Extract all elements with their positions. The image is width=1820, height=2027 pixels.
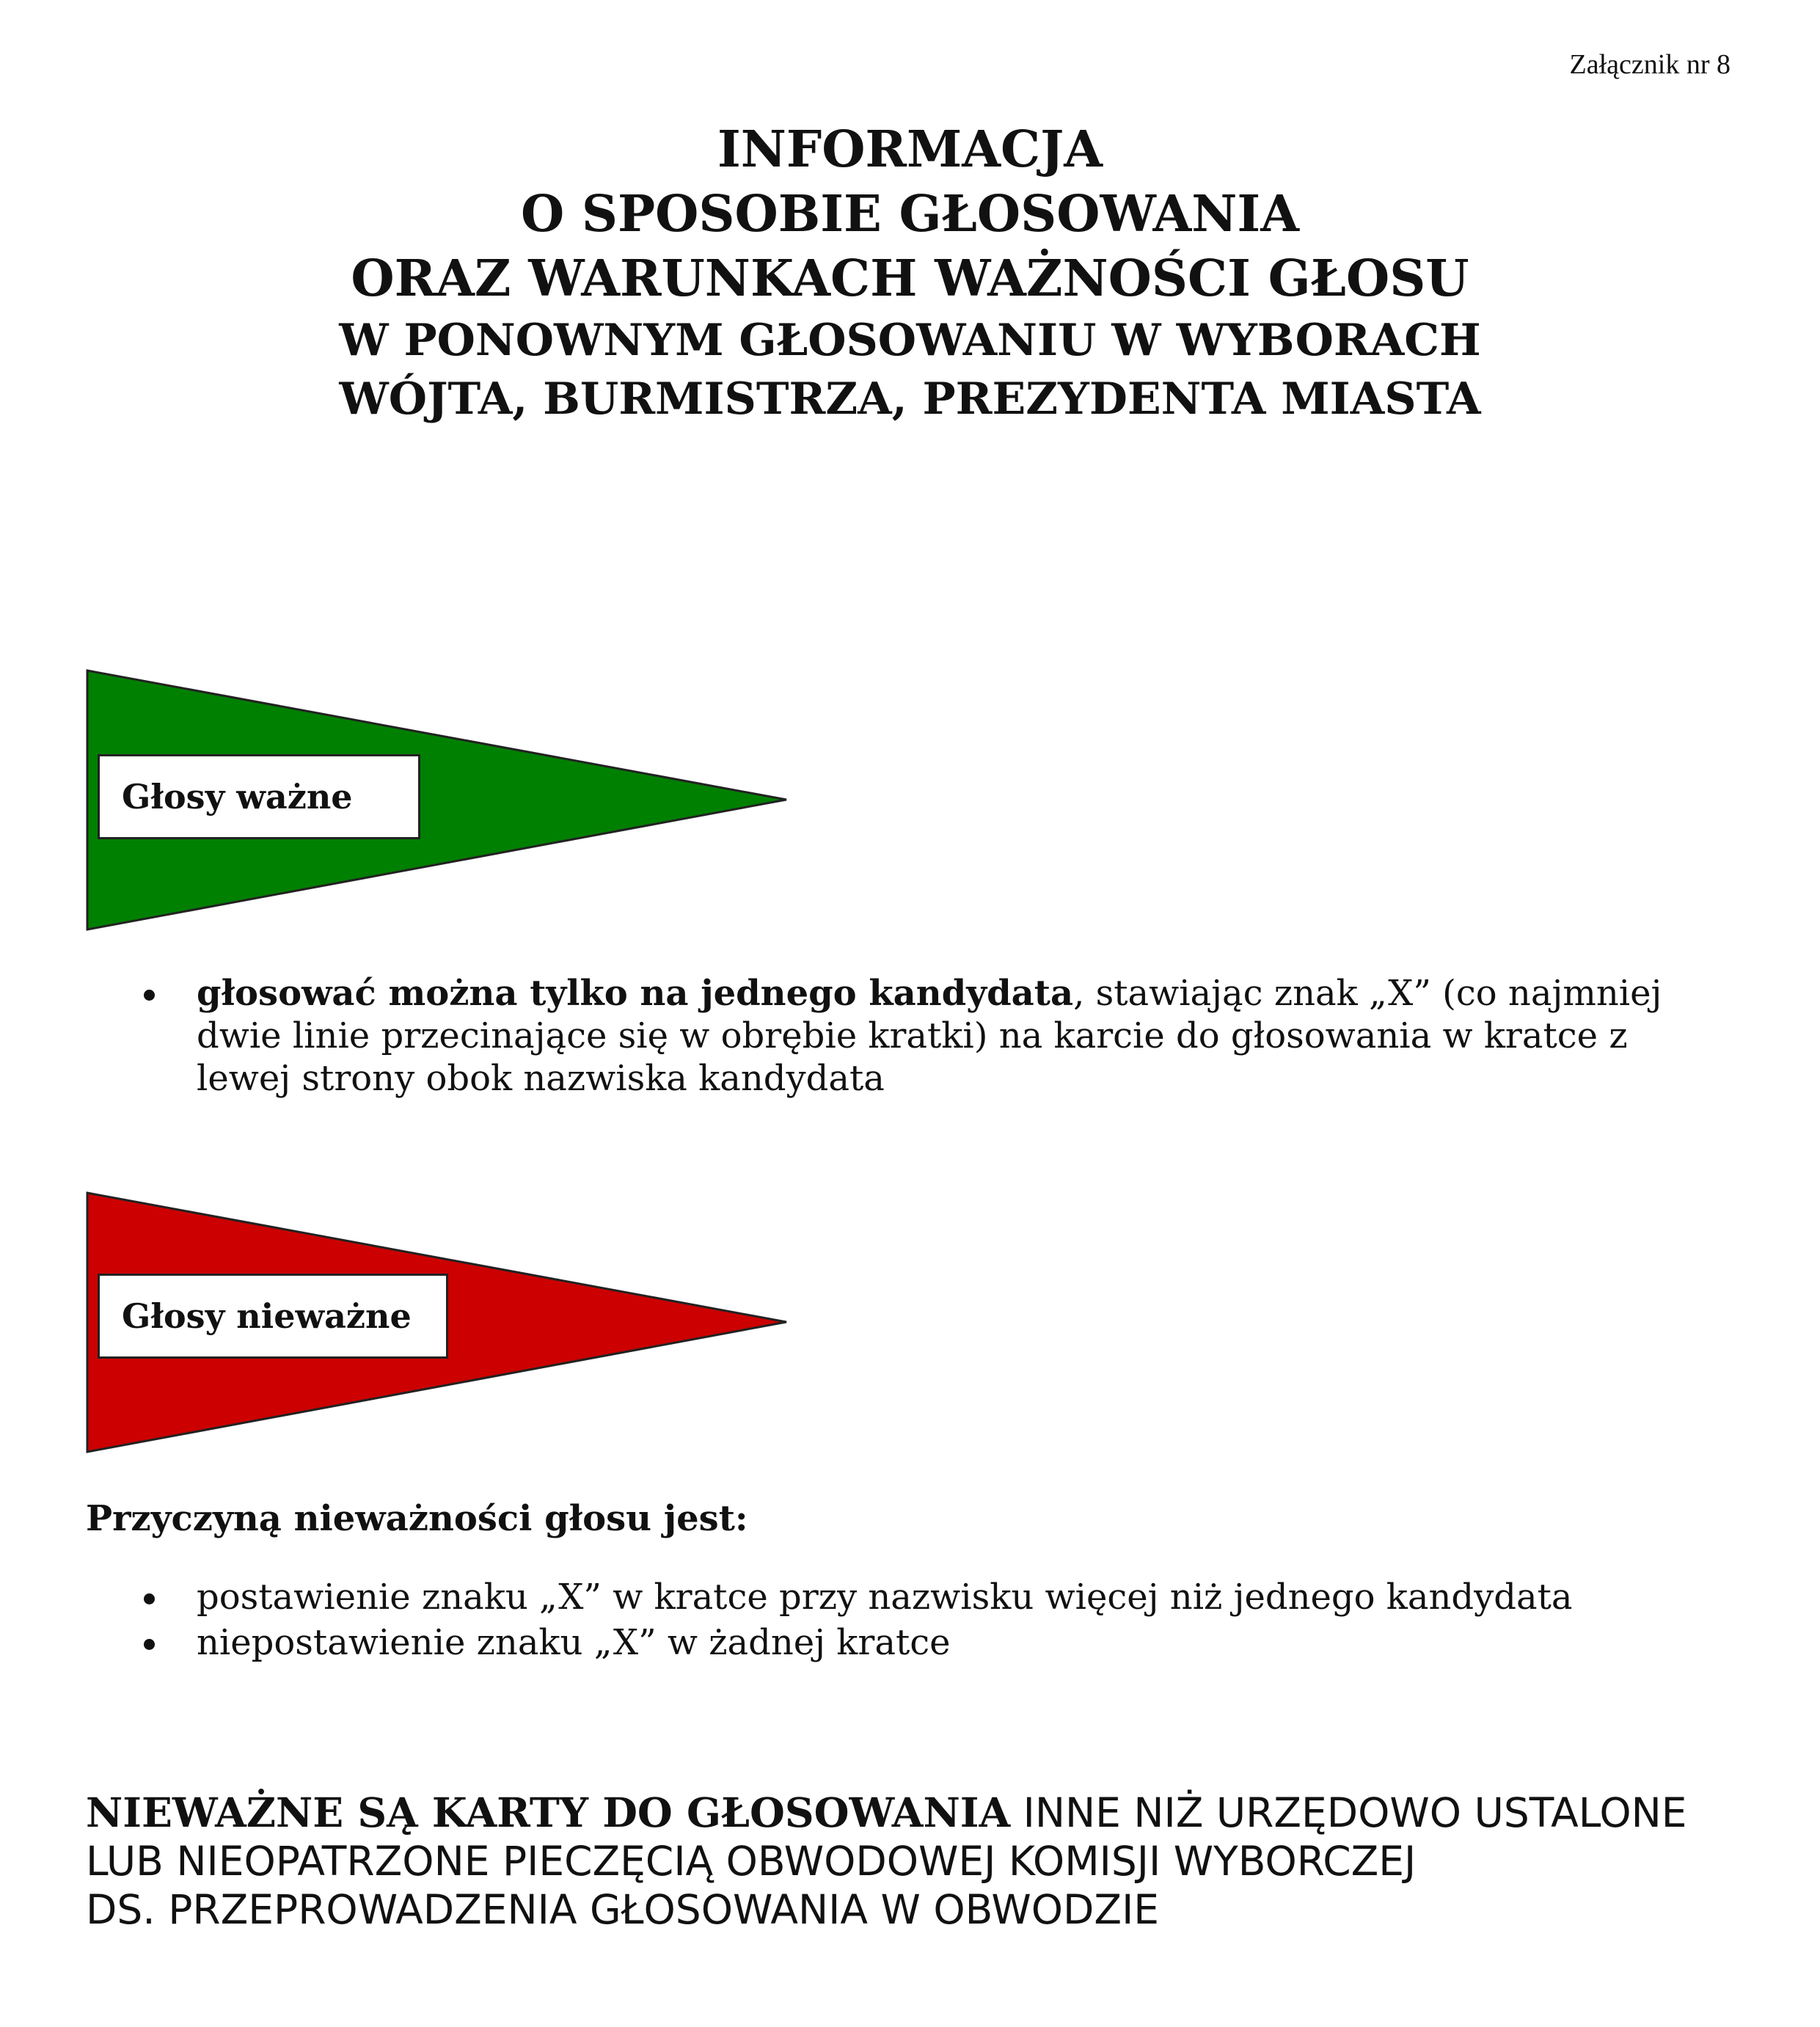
document-title bbox=[0, 117, 1820, 428]
valid-votes-pennant bbox=[86, 669, 790, 932]
valid-rule-text: , stawiając znak „X” (co najmniej dwie linie przecinające się w obrębie kratki) na karcie do głosowania w kratce z lewej strony obok nazwiska kandydata bbox=[197, 973, 1662, 1099]
invalid-reason-heading: Przyczyną nieważności głosu jest: bbox=[86, 1498, 748, 1539]
invalid-ballots-notice bbox=[86, 1789, 1736, 1934]
notice-line-2: LUB NIEOPATRZONE PIECZĘCIĄ OBWODOWEJ KOMISJI WYBORCZEJ bbox=[86, 1838, 1417, 1885]
title-line-4: W PONOWNYM GŁOSOWANIU W WYBORACH bbox=[339, 315, 1481, 366]
invalid-votes-label: Głosy nieważne bbox=[98, 1274, 448, 1359]
title-line-1: INFORMACJA bbox=[717, 120, 1103, 179]
title-line-2: O SPOSOBIE GŁOSOWANIA bbox=[521, 185, 1299, 244]
invalid-votes-pennant bbox=[86, 1191, 790, 1454]
valid-rules-list bbox=[139, 972, 1731, 1100]
invalid-reasons-list bbox=[139, 1576, 1731, 1667]
title-line-5: WÓJTA, BURMISTRZA, PREZYDENTA MIASTA bbox=[339, 373, 1481, 425]
notice-line-3: DS. PRZEPROWADZENIA GŁOSOWANIA W OBWODZIE bbox=[86, 1886, 1160, 1933]
list-item: postawienie znaku „X” w kratce przy nazwisku więcej niż jednego kandydata bbox=[139, 1576, 1731, 1618]
notice-bold: NIEWAŻNE SĄ KARTY DO GŁOSOWANIA bbox=[86, 1789, 1011, 1836]
valid-votes-label: Głosy ważne bbox=[98, 754, 420, 839]
list-item bbox=[139, 972, 1731, 1100]
list-item: niepostawienie znaku „X” w żadnej kratce bbox=[139, 1621, 1731, 1664]
title-line-3: ORAZ WARUNKACH WAŻNOŚCI GŁOSU bbox=[351, 249, 1469, 308]
valid-rule-bold: głosować można tylko na jednego kandydata bbox=[197, 973, 1074, 1014]
annex-label: Załącznik nr 8 bbox=[1569, 49, 1731, 80]
notice-line-1: INNE NIŻ URZĘDOWO USTALONE bbox=[1010, 1789, 1687, 1836]
